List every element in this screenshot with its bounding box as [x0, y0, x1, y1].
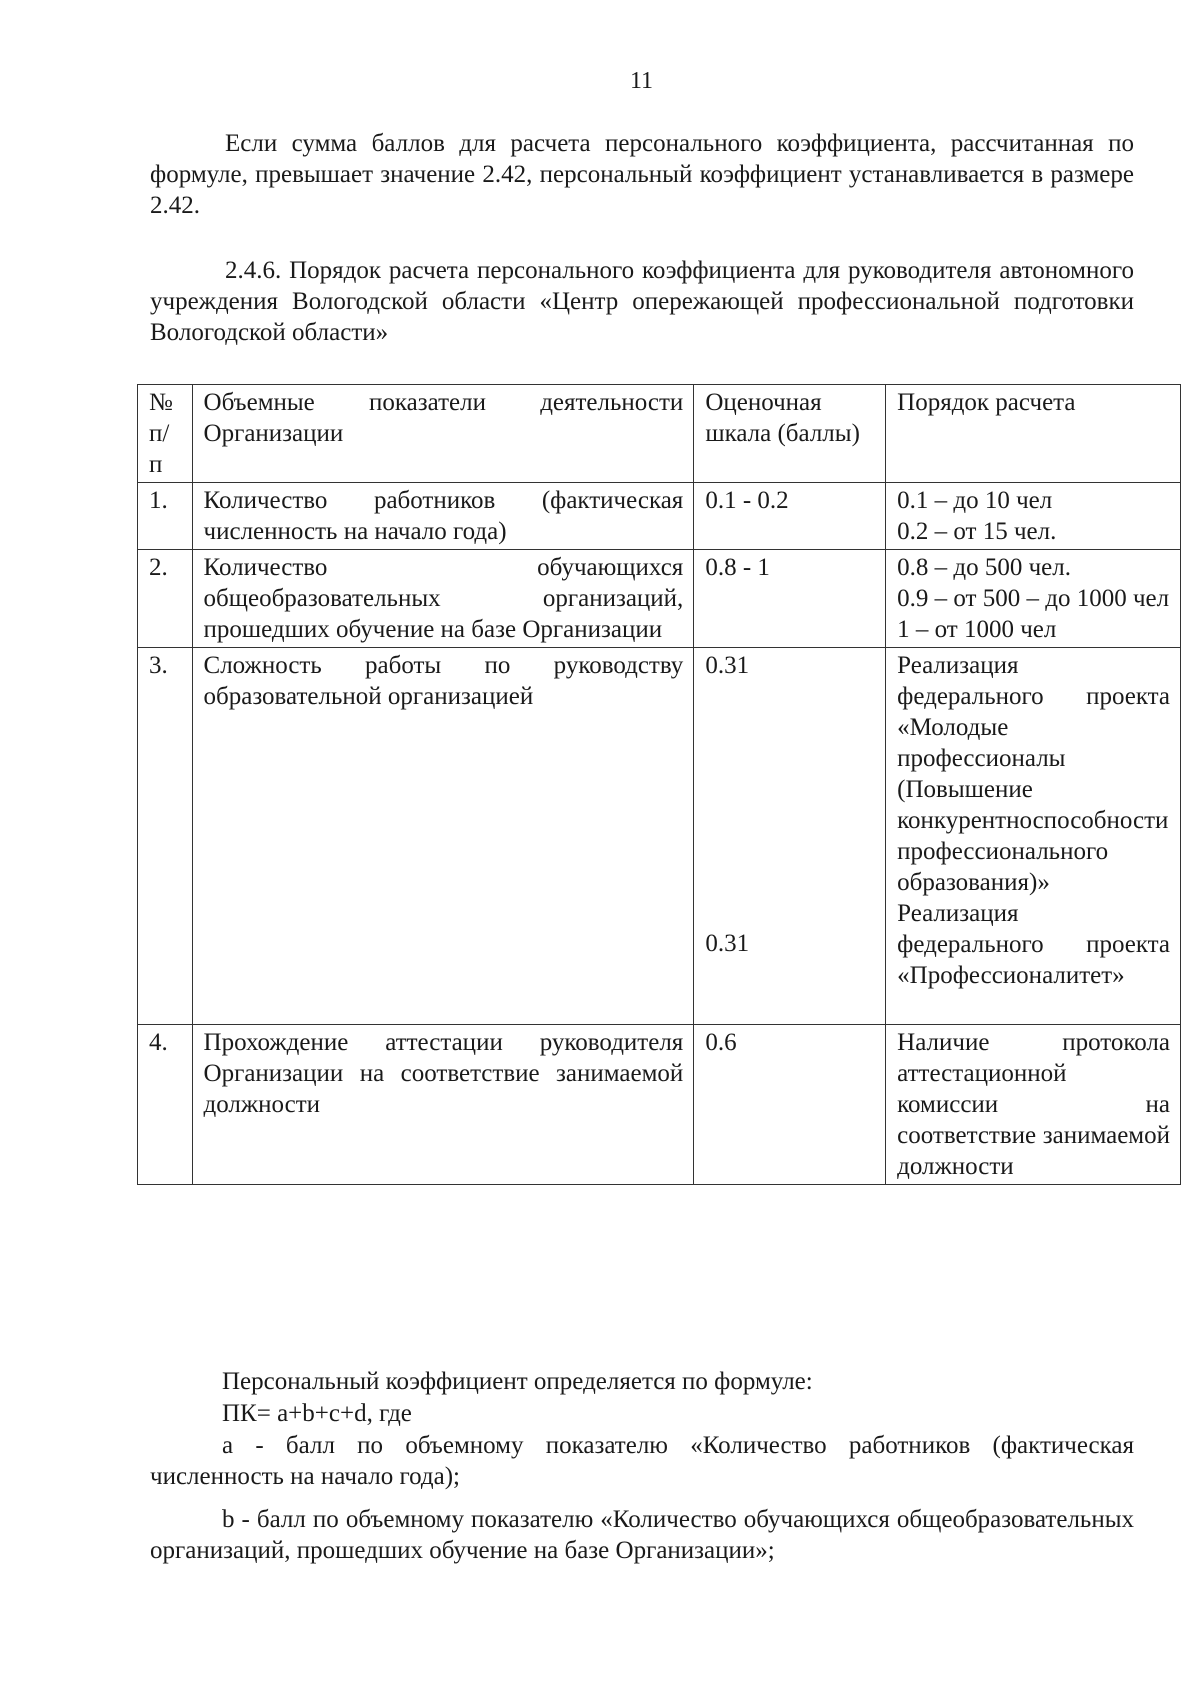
- header-scale: Оценочная шкала (баллы): [694, 385, 886, 483]
- table-row: [138, 1025, 1181, 1185]
- row-scale: [694, 648, 886, 1025]
- row-number: 3.: [138, 648, 193, 1025]
- section-heading-2-4-6: 2.4.6. Порядок расчета персонального коэффициента для руководителя автономного учреждения Вологодской области «Центр опережающей профессиональной подготовки Вологодской области»: [150, 257, 1134, 346]
- row-scale: 0.6: [694, 1025, 886, 1185]
- formula-intro: Персональный коэффициент определяется по формуле:: [222, 1368, 813, 1395]
- table-row: [138, 550, 1181, 648]
- table-row: [138, 648, 1181, 1025]
- table-row: [138, 483, 1181, 550]
- row-scale: 0.1 - 0.2: [694, 483, 886, 550]
- calc-line: 0.1 – до 10 чел: [897, 487, 1053, 514]
- row-calc: Наличие протокола аттестационной комиссии на соответствие занимаемой должности: [886, 1025, 1181, 1185]
- row-indicator: Количество обучающихся общеобразовательных организаций, прошедших обучение на базе Организации: [192, 550, 694, 648]
- formula-term-b: b - балл по объемному показателю «Количество обучающихся общеобразовательных организаций, прошедших обучение на базе Организации»;: [150, 1506, 1134, 1564]
- calc-line: 0.8 – до 500 чел.: [897, 554, 1072, 581]
- header-number: № п/п: [138, 385, 193, 483]
- row-number: 1.: [138, 483, 193, 550]
- row-number: 4.: [138, 1025, 193, 1185]
- row-scale: 0.8 - 1: [694, 550, 886, 648]
- scale-spacer: [705, 681, 875, 928]
- header-calc: Порядок расчета: [886, 385, 1181, 483]
- calc-text: Реализация федерального проекта «Молодые профессионалы (Повышение конкурентноспособности профессионального образования)»: [897, 652, 1170, 896]
- formula-term-a: a - балл по объемному показателю «Количество работников (фактическая численность на начало года);: [150, 1432, 1134, 1490]
- scale-value: 0.31: [705, 652, 750, 679]
- calc-spacer: [897, 991, 1170, 1022]
- row-calc: [886, 483, 1181, 550]
- row-calc: [886, 648, 1181, 1025]
- coefficient-table: [137, 384, 1181, 1185]
- calc-line: 0.9 – от 500 – до 1000 чел: [897, 585, 1170, 612]
- table-header-row: [138, 385, 1181, 483]
- calc-line: 0.2 – от 15 чел.: [897, 518, 1057, 545]
- row-number: 2.: [138, 550, 193, 648]
- row-indicator: Количество работников (фактическая численность на начало года): [192, 483, 694, 550]
- scale-value: 0.31: [705, 930, 750, 957]
- calc-line: 1 – от 1000 чел: [897, 616, 1057, 643]
- calc-text: Реализация федерального проекта «Профессионалитет»: [897, 900, 1170, 989]
- row-calc: [886, 550, 1181, 648]
- row-indicator: Прохождение аттестации руководителя Организации на соответствие занимаемой должности: [192, 1025, 694, 1185]
- formula-expression: ПК= a+b+c+d, где: [222, 1400, 412, 1427]
- page-number: 11: [629, 68, 654, 94]
- header-indicator: Объемные показатели деятельности Организации: [192, 385, 694, 483]
- row-indicator: Сложность работы по руководству образовательной организацией: [192, 648, 694, 1025]
- paragraph-max-sum: Если сумма баллов для расчета персонального коэффициента, рассчитанная по формуле, превышает значение 2.42, персональный коэффициент устанавливается в размере 2.42.: [150, 130, 1134, 219]
